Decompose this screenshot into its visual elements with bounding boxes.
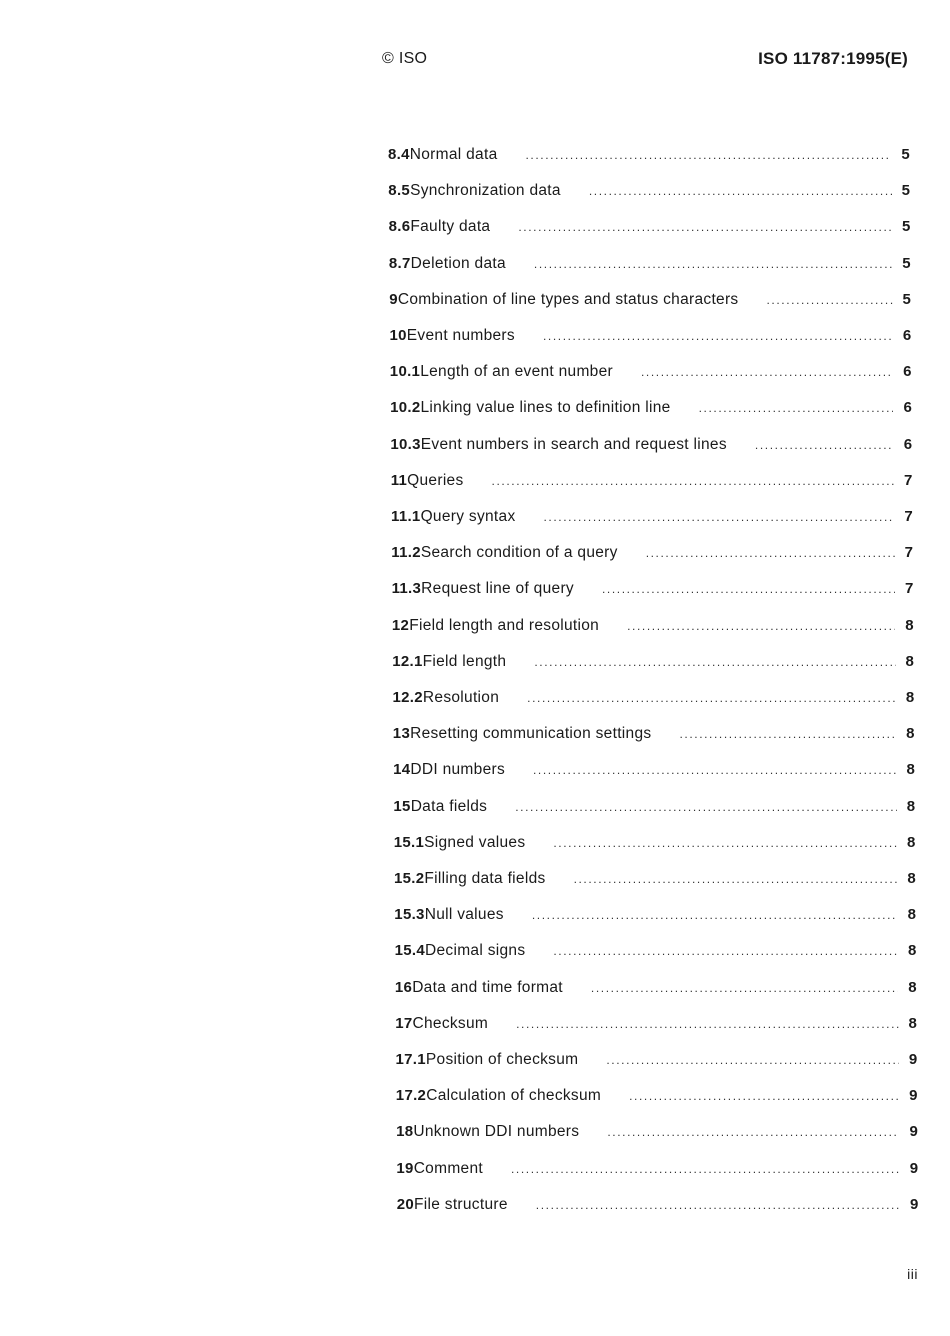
toc-leader-dots [591, 981, 898, 995]
toc-page-number: 5 [902, 290, 912, 308]
toc-leader-dots [526, 148, 892, 162]
toc-section-number: 17 [395, 1014, 413, 1032]
toc-page-number: 8 [905, 616, 914, 634]
toc-page-number: 8 [906, 725, 915, 743]
toc-entry[interactable] [395, 942, 917, 966]
toc-section-title: Comment [413, 1159, 483, 1177]
toc-entry[interactable] [396, 1087, 918, 1111]
toc-page-number: 9 [909, 1087, 918, 1105]
toc-leader-dots [532, 908, 898, 922]
toc-leader-dots [679, 727, 896, 741]
toc-section-title: Length of an event number [420, 363, 613, 381]
toc-leader-dots [553, 836, 897, 850]
toc-leader-dots [553, 944, 898, 958]
toc-section-title: Request line of query [421, 580, 574, 598]
toc-leader-dots [627, 619, 895, 633]
toc-section-number: 10.3 [390, 435, 421, 453]
toc-leader-dots [544, 510, 895, 524]
toc-section-title: Filling data fields [424, 870, 546, 887]
toc-section-number: 8.6 [388, 218, 411, 236]
toc-leader-dots [607, 1125, 899, 1139]
toc-page-number: 9 [909, 1123, 919, 1141]
toc-page-number: 6 [903, 435, 913, 453]
toc-section-number: 11.3 [391, 580, 422, 598]
toc-section-number: 10 [389, 327, 407, 344]
toc-leader-dots [606, 1053, 898, 1067]
toc-entry[interactable] [390, 363, 912, 387]
toc-section-title: Faulty data [410, 218, 491, 236]
toc-page-number: 6 [902, 327, 912, 344]
toc-leader-dots [536, 1198, 900, 1212]
toc-page-number: 7 [904, 544, 914, 562]
toc-entry[interactable] [393, 798, 915, 822]
toc-entry[interactable] [389, 255, 911, 279]
toc-section-title: Data and time format [412, 978, 563, 996]
toc-page-number: 7 [904, 471, 913, 489]
toc-page-number: 8 [907, 870, 916, 887]
toc-page-number: 8 [906, 761, 916, 779]
toc-entry[interactable] [396, 1051, 918, 1075]
toc-entry[interactable] [395, 1015, 917, 1039]
table-of-contents [388, 146, 919, 1236]
toc-section-number: 15.4 [394, 942, 425, 960]
toc-leader-dots [534, 257, 892, 271]
toc-section-number: 9 [389, 290, 398, 308]
toc-entry[interactable] [392, 580, 914, 604]
toc-section-number: 10.2 [390, 399, 421, 417]
toc-section-number: 8.5 [388, 182, 411, 200]
toc-section-title: Position of checksum [425, 1051, 579, 1068]
toc-section-number: 10.1 [389, 363, 421, 381]
toc-section-number: 19 [396, 1159, 414, 1177]
toc-page-number: 8 [908, 1014, 918, 1032]
toc-section-number: 12.2 [392, 689, 423, 706]
toc-section-title: Query syntax [420, 508, 516, 525]
toc-leader-dots [518, 220, 892, 234]
toc-entry[interactable] [392, 653, 914, 677]
toc-page-number: 6 [903, 363, 912, 381]
toc-section-title: Normal data [409, 146, 498, 163]
toc-entry[interactable] [394, 870, 916, 894]
toc-section-title: Field length [422, 652, 507, 670]
toc-section-number: 12 [391, 616, 410, 634]
standard-identifier: ISO 11787:1995(E) [758, 49, 908, 68]
toc-entry[interactable] [388, 182, 910, 206]
toc-entry[interactable] [389, 291, 911, 315]
toc-entry[interactable] [390, 399, 912, 423]
toc-section-number: 13 [392, 725, 411, 743]
toc-entry[interactable] [390, 327, 912, 351]
toc-section-number: 8.4 [388, 146, 410, 163]
toc-section-number: 12.1 [392, 652, 423, 670]
toc-section-title: Event numbers [406, 327, 515, 344]
toc-entry[interactable] [391, 508, 913, 532]
toc-leader-dots [511, 1162, 900, 1176]
toc-section-title: Decimal signs [425, 942, 526, 960]
toc-section-title: Linking value lines to definition line [420, 399, 671, 417]
copyright-header: © ISO [382, 50, 428, 67]
toc-page-number: 8 [907, 833, 916, 851]
toc-leader-dots [527, 691, 896, 705]
toc-section-title: Resetting communication settings [410, 725, 652, 743]
toc-leader-dots [646, 546, 895, 560]
toc-entry[interactable] [394, 834, 916, 858]
toc-leader-dots [574, 872, 898, 886]
page-number: iii [907, 1266, 918, 1282]
toc-page-number: 8 [907, 942, 917, 960]
toc-entry[interactable] [394, 906, 916, 930]
toc-section-number: 11.2 [391, 544, 421, 562]
toc-section-number: 15.2 [394, 870, 425, 887]
toc-section-number: 15.3 [394, 906, 425, 924]
toc-section-number: 11 [390, 471, 408, 489]
toc-page-number: 7 [904, 580, 914, 598]
toc-section-title: Resolution [422, 689, 500, 706]
toc-leader-dots [589, 184, 892, 198]
toc-leader-dots [516, 1017, 898, 1031]
toc-page-number: 8 [907, 906, 917, 924]
toc-leader-dots [641, 365, 893, 379]
toc-page-number: 5 [901, 146, 910, 163]
toc-section-title: Event numbers in search and request lines [420, 435, 727, 453]
toc-section-number: 17.1 [395, 1051, 426, 1068]
toc-section-title: Signed values [424, 833, 526, 851]
toc-entry[interactable] [388, 146, 910, 170]
toc-leader-dots [543, 329, 893, 343]
toc-page-number: 8 [908, 978, 917, 996]
toc-section-title: DDI numbers [410, 761, 505, 779]
toc-leader-dots [766, 293, 892, 307]
toc-page-number: 9 [908, 1051, 918, 1068]
toc-leader-dots [533, 763, 896, 777]
toc-section-number: 11.1 [391, 508, 421, 525]
toc-leader-dots [755, 438, 894, 452]
toc-entry[interactable] [390, 436, 912, 460]
toc-section-title: Combination of line types and status characters [397, 290, 739, 308]
toc-section-number: 15 [393, 797, 411, 815]
toc-section-title: Data fields [410, 797, 488, 815]
toc-page-number: 8 [905, 652, 915, 670]
toc-leader-dots [534, 655, 895, 669]
toc-entry[interactable] [391, 472, 913, 496]
toc-page-number: 5 [902, 254, 911, 272]
toc-page-number: 9 [909, 1159, 919, 1177]
toc-section-title: Unknown DDI numbers [413, 1123, 580, 1141]
toc-entry[interactable] [393, 689, 915, 713]
toc-entry[interactable] [393, 725, 915, 749]
toc-section-number: 18 [396, 1123, 414, 1141]
toc-section-number: 17.2 [395, 1087, 427, 1105]
toc-entry[interactable] [395, 979, 917, 1003]
toc-entry[interactable] [396, 1160, 918, 1184]
toc-section-number: 15.1 [393, 833, 425, 851]
toc-page-number: 5 [901, 182, 911, 200]
toc-section-title: Checksum [412, 1014, 489, 1032]
toc-entry[interactable] [396, 1123, 918, 1147]
toc-page-number: 8 [906, 797, 916, 815]
toc-section-title: Search condition of a query [420, 544, 618, 562]
toc-leader-dots [602, 582, 895, 596]
toc-section-title: File structure [413, 1195, 508, 1213]
toc-leader-dots [515, 800, 897, 814]
toc-section-title: Calculation of checksum [426, 1087, 602, 1105]
toc-section-number: 20 [396, 1195, 414, 1213]
toc-entry[interactable] [389, 218, 911, 242]
toc-page-number: 8 [905, 689, 915, 706]
toc-section-title: Deletion data [410, 254, 506, 272]
toc-entry[interactable] [392, 617, 914, 641]
toc-section-title: Queries [407, 471, 464, 489]
toc-leader-dots [699, 401, 894, 415]
toc-leader-dots [629, 1089, 899, 1103]
toc-entry[interactable] [397, 1196, 919, 1220]
toc-section-number: 16 [394, 978, 413, 996]
toc-section-title: Null values [424, 906, 504, 924]
toc-page-number: 9 [910, 1195, 919, 1213]
toc-section-title: Synchronization data [410, 182, 561, 200]
toc-page-number: 5 [901, 218, 911, 236]
toc-entry[interactable] [391, 544, 913, 568]
toc-section-title: Field length and resolution [409, 616, 600, 634]
toc-section-number: 14 [393, 761, 411, 779]
toc-page-number: 7 [904, 508, 913, 525]
toc-section-number: 8.7 [388, 254, 411, 272]
toc-entry[interactable] [393, 761, 915, 785]
toc-leader-dots [492, 474, 895, 488]
toc-page-number: 6 [903, 399, 913, 417]
